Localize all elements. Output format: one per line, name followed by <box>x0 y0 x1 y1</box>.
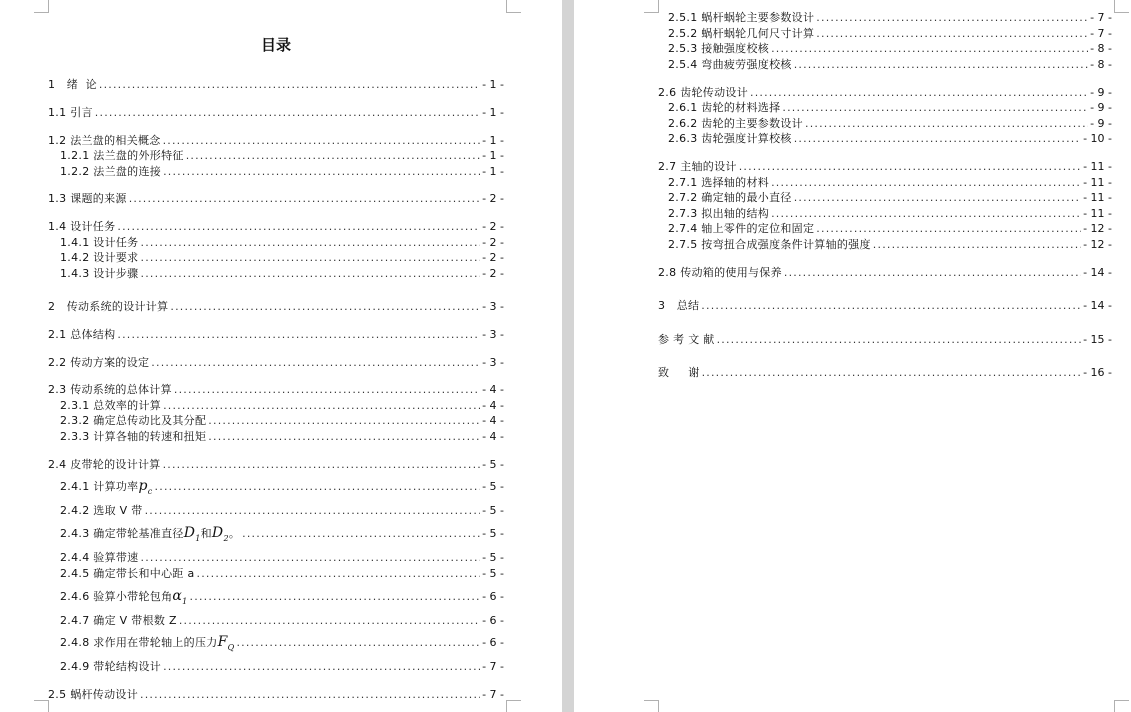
toc-entry[interactable] <box>668 58 1112 72</box>
crop-mark <box>34 700 49 712</box>
toc-entry-label: 1.4.3 设计步骤 <box>60 267 139 280</box>
toc-entry-label: 2.7.5 按弯扭合成强度条件计算轴的强度 <box>668 238 871 251</box>
toc-entry[interactable] <box>668 207 1112 221</box>
toc-entry-page: - 1 - <box>482 165 504 178</box>
toc-entry-label: 2.4 皮带轮的设计计算 <box>48 458 161 471</box>
toc-entry-label: 2 传动系统的设计计算 <box>48 300 169 313</box>
toc-entry-label: 1.2.1 法兰盘的外形特征 <box>60 149 184 162</box>
toc-entry[interactable] <box>48 106 504 120</box>
toc-entry-label: 2.7.1 选择轴的材料 <box>668 176 770 189</box>
toc-entry-page: - 5 - <box>482 458 504 471</box>
toc-entry-label: 2.8 传动箱的使用与保养 <box>658 266 782 279</box>
toc-entry[interactable] <box>48 458 504 472</box>
crop-mark <box>644 700 659 712</box>
crop-mark <box>1114 0 1129 13</box>
toc-entry[interactable] <box>668 27 1112 41</box>
toc-entry-page: - 6 - <box>482 590 504 603</box>
toc-entry-label: 2.4.7 确定 V 带根数 Z <box>60 614 177 627</box>
toc-entry-page: - 1 - <box>482 134 504 147</box>
toc-entry[interactable] <box>60 635 504 655</box>
toc-entry-page: - 11 - <box>1083 160 1112 173</box>
toc-entry-page: - 9 - <box>1090 86 1112 99</box>
document-page-left <box>0 0 562 712</box>
toc-entry[interactable] <box>668 132 1112 146</box>
toc-entry[interactable] <box>60 526 504 546</box>
toc-entry-page: - 15 - <box>1083 333 1112 346</box>
crop-mark <box>506 0 521 13</box>
toc-entry-page: - 11 - <box>1083 176 1112 189</box>
toc-entry[interactable] <box>668 222 1112 236</box>
toc-entry-page: - 9 - <box>1090 117 1112 130</box>
page-gap <box>562 0 574 712</box>
toc-entry-page: - 3 - <box>482 300 504 313</box>
toc-entry-page: - 1 - <box>482 78 504 91</box>
toc-entry[interactable] <box>60 165 504 179</box>
toc-entry[interactable] <box>48 134 504 148</box>
toc-entry[interactable] <box>60 399 504 413</box>
toc-entry-label: 2.3.3 计算各轴的转速和扭矩 <box>60 430 207 443</box>
toc-entry[interactable] <box>48 688 504 702</box>
toc-entry-label: 参 考 文 献 <box>658 333 715 346</box>
toc-entry-page: - 7 - <box>1090 11 1112 24</box>
toc-entry-label: 2.3.2 确定总传动比及其分配 <box>60 414 207 427</box>
toc-entry-page: - 12 - <box>1083 238 1112 251</box>
toc-entry-page: - 7 - <box>482 688 504 701</box>
toc-entry-label: 2.3.1 总效率的计算 <box>60 399 162 412</box>
toc-entry-label: 1 绪 论 <box>48 78 97 91</box>
toc-entry[interactable] <box>658 299 1112 313</box>
toc-entry-label: 2.6.1 齿轮的材料选择 <box>668 101 781 114</box>
toc-entry[interactable] <box>668 42 1112 56</box>
toc-entry-page: - 5 - <box>482 567 504 580</box>
toc-entry-page: - 8 - <box>1090 58 1112 71</box>
toc-title: 目录 <box>260 36 291 54</box>
toc-entry[interactable] <box>60 614 504 628</box>
toc-entry-page: - 4 - <box>482 383 504 396</box>
toc-entry[interactable] <box>48 356 504 370</box>
toc-entry[interactable] <box>668 238 1112 252</box>
toc-entry-label: 2.6 齿轮传动设计 <box>658 86 748 99</box>
toc-entry[interactable] <box>668 11 1112 25</box>
toc-entry[interactable] <box>60 236 504 250</box>
toc-entry[interactable] <box>658 333 1112 347</box>
math-symbol: $\alpha_1$ <box>172 588 188 606</box>
toc-entry[interactable] <box>668 191 1112 205</box>
toc-entry-page: - 11 - <box>1083 207 1112 220</box>
toc-entry[interactable] <box>658 160 1112 174</box>
toc-entry-label: 2.7.4 轴上零件的定位和固定 <box>668 222 815 235</box>
toc-entry[interactable] <box>48 383 504 397</box>
toc-entry[interactable] <box>48 78 504 92</box>
toc-entry-label: 2.5.3 接触强度校核 <box>668 42 770 55</box>
toc-entry-page: - 16 - <box>1083 366 1112 379</box>
toc-entry-label: 致 谢 <box>658 366 700 379</box>
toc-entry-page: - 1 - <box>482 106 504 119</box>
toc-entry-page: - 6 - <box>482 636 504 649</box>
crop-mark <box>644 0 659 13</box>
crop-mark <box>34 0 49 13</box>
toc-entry[interactable] <box>60 504 504 518</box>
toc-entry-label: 2.4.5 确定带长和中心距 a <box>60 567 195 580</box>
toc-entry-label: 2.5.1 蜗杆蜗轮主要参数设计 <box>668 11 815 24</box>
toc-entry-label: 1.2.2 法兰盘的连接 <box>60 165 162 178</box>
toc-entry-page: - 7 - <box>1090 27 1112 40</box>
toc-entry-label: 2.1 总体结构 <box>48 328 116 341</box>
toc-entry[interactable] <box>60 149 504 163</box>
toc-entry-label: 2.6.3 齿轮强度计算校核 <box>668 132 792 145</box>
toc-entry-label: 2.6.2 齿轮的主要参数设计 <box>668 117 803 130</box>
crop-mark <box>1114 700 1129 712</box>
toc-entry[interactable] <box>668 101 1112 115</box>
toc-entry[interactable] <box>48 220 504 234</box>
toc-entry[interactable] <box>60 567 504 581</box>
toc-entry[interactable] <box>60 660 504 674</box>
toc-entry-page: - 2 - <box>482 220 504 233</box>
toc-entry-page: - 2 - <box>482 251 504 264</box>
toc-entry-page: - 1 - <box>482 149 504 162</box>
toc-entry-label: 2.4.8 求作用在带轮轴上的压力$F_Q$ <box>60 634 235 652</box>
toc-entry-page: - 12 - <box>1083 222 1112 235</box>
toc-entry-page: - 9 - <box>1090 101 1112 114</box>
toc-entry-label: 2.3 传动系统的总体计算 <box>48 383 172 396</box>
toc-entry-label: 2.4.2 选取 V 带 <box>60 504 143 517</box>
toc-entry[interactable] <box>658 86 1112 100</box>
math-symbol: $p_c$ <box>138 478 153 496</box>
toc-entry-page: - 4 - <box>482 414 504 427</box>
toc-entry[interactable] <box>668 117 1112 131</box>
toc-entry[interactable] <box>60 551 504 565</box>
toc-entry-page: - 4 - <box>482 430 504 443</box>
toc-entry-label: 1.4.1 设计任务 <box>60 236 139 249</box>
toc-entry[interactable] <box>48 328 504 342</box>
toc-entry[interactable] <box>658 366 1112 380</box>
toc-entry-page: - 4 - <box>482 399 504 412</box>
toc-entry-label: 2.4.9 带轮结构设计 <box>60 660 162 673</box>
toc-entry[interactable] <box>60 589 504 609</box>
toc-entry-page: - 2 - <box>482 192 504 205</box>
toc-entry-label: 2.4.1 计算功率$p_c$ <box>60 478 153 496</box>
toc-entry-page: - 5 - <box>482 504 504 517</box>
toc-entry-page: - 2 - <box>482 236 504 249</box>
toc-entry-page: - 14 - <box>1083 266 1112 279</box>
toc-entry[interactable] <box>60 251 504 265</box>
toc-entry-label: 2.4.4 验算带速 <box>60 551 139 564</box>
toc-entry-label: 2.5.2 蜗杆蜗轮几何尺寸计算 <box>668 27 815 40</box>
toc-entry-label: 2.5.4 弯曲疲劳强度校核 <box>668 58 792 71</box>
crop-mark <box>506 700 521 712</box>
toc-entry-page: - 5 - <box>482 480 504 493</box>
toc-entry-page: - 10 - <box>1083 132 1112 145</box>
toc-entry-page: - 8 - <box>1090 42 1112 55</box>
toc-entry-label: 1.1 引言 <box>48 106 93 119</box>
toc-entry-label: 2.5 蜗杆传动设计 <box>48 688 138 701</box>
toc-entry[interactable] <box>658 266 1112 280</box>
toc-entry-page: - 6 - <box>482 614 504 627</box>
toc-entry-label: 2.2 传动方案的设定 <box>48 356 150 369</box>
math-symbol: $D_1$ <box>183 525 201 543</box>
toc-entry-label: 2.7 主轴的设计 <box>658 160 737 173</box>
toc-entry-label: 3 总结 <box>658 299 700 312</box>
math-symbol: $F_Q$ <box>217 634 235 652</box>
toc-entry-page: - 14 - <box>1083 299 1112 312</box>
toc-entry[interactable] <box>60 267 504 281</box>
toc-entry-page: - 5 - <box>482 551 504 564</box>
toc-entry-page: - 3 - <box>482 328 504 341</box>
toc-entry[interactable] <box>60 479 504 499</box>
math-symbol: $D_2$ <box>211 525 229 543</box>
toc-entry[interactable] <box>60 430 504 444</box>
toc-entry-page: - 2 - <box>482 267 504 280</box>
toc-entry-page: - 5 - <box>482 527 504 540</box>
toc-entry-label: 1.4 设计任务 <box>48 220 116 233</box>
toc-entry[interactable] <box>48 192 504 206</box>
toc-entry-label: 2.7.2 确定轴的最小直径 <box>668 191 792 204</box>
toc-entry-label: 1.3 课题的来源 <box>48 192 127 205</box>
toc-entry-label: 2.7.3 拟出轴的结构 <box>668 207 770 220</box>
toc-entry-page: - 3 - <box>482 356 504 369</box>
toc-entry[interactable] <box>48 300 504 314</box>
toc-entry[interactable] <box>668 176 1112 190</box>
toc-entry-page: - 11 - <box>1083 191 1112 204</box>
toc-entry[interactable] <box>60 414 504 428</box>
toc-entry-label: 2.4.6 验算小带轮包角$\alpha_1$ <box>60 588 188 606</box>
toc-entry-label: 1.2 法兰盘的相关概念 <box>48 134 161 147</box>
toc-entry-page: - 7 - <box>482 660 504 673</box>
toc-entry-label: 2.4.3 确定带轮基准直径$D_1$和$D_2$。 <box>60 525 241 543</box>
toc-entry-label: 1.4.2 设计要求 <box>60 251 139 264</box>
